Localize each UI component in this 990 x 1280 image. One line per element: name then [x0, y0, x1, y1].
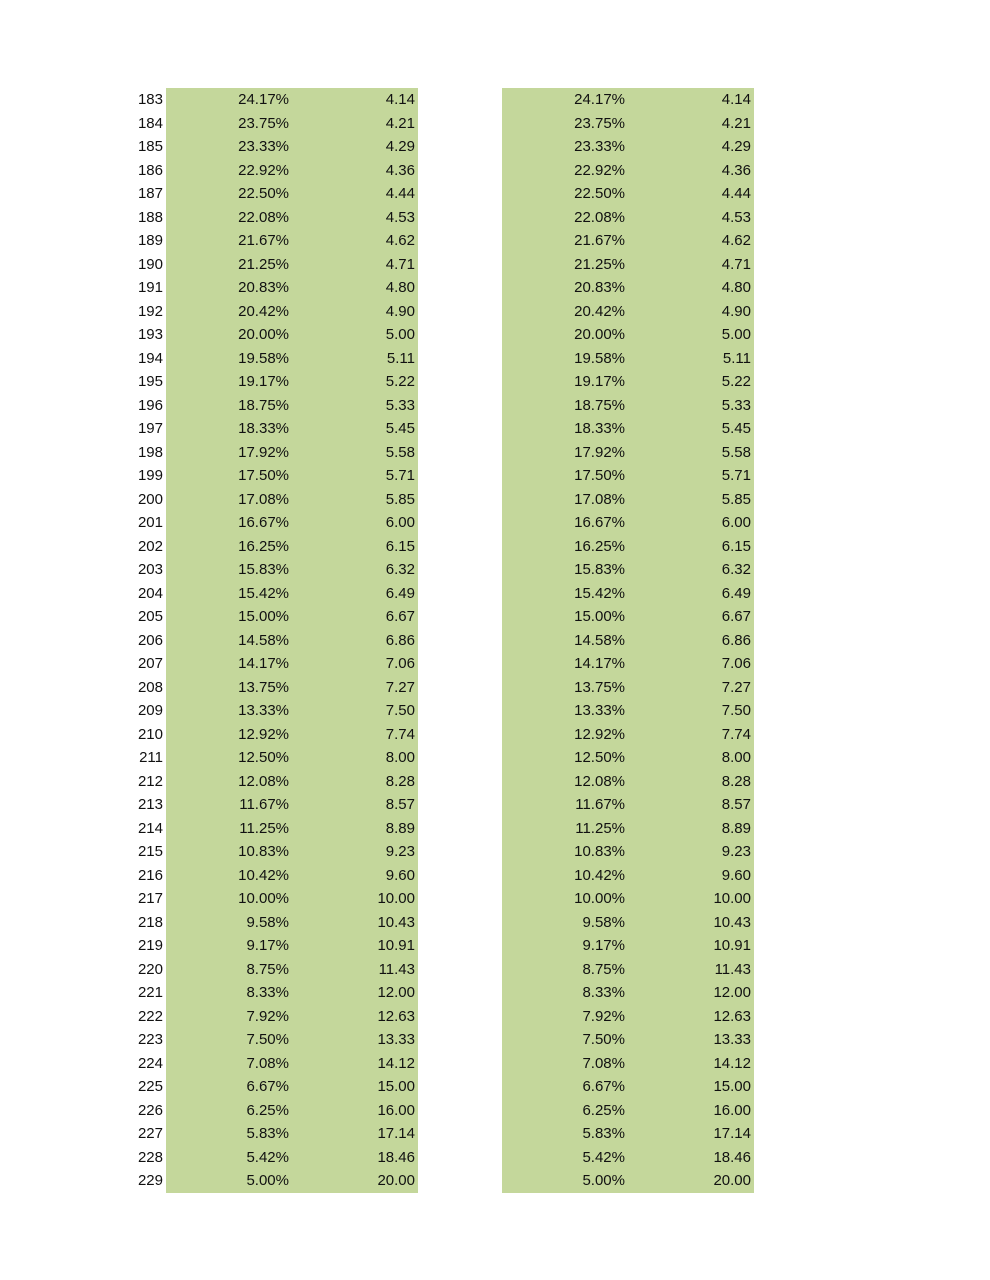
value-cell-left: 4.62: [385, 232, 415, 249]
percent-cell-left: 13.33%: [238, 702, 289, 719]
percent-cell-right: 6.67%: [582, 1078, 625, 1095]
value-cell-right: 20.00: [713, 1172, 751, 1189]
percent-cell-left: 7.50%: [246, 1031, 289, 1048]
percent-cell-left: 9.58%: [246, 913, 289, 931]
percent-cell-right: 12.92%: [574, 725, 625, 743]
table-row: [0, 793, 990, 817]
percent-cell-left: 13.75%: [238, 678, 289, 696]
percent-cell-left: 23.75%: [238, 114, 289, 132]
value-cell-right: 6.32: [721, 561, 751, 578]
value-cell-right: 8.00: [721, 749, 751, 766]
row-number: 217: [137, 890, 163, 907]
row-number: 220: [137, 960, 163, 978]
percent-cell-left: 20.42%: [238, 302, 289, 320]
value-cell-left: 14.12: [377, 1054, 415, 1072]
value-cell-left: 17.14: [377, 1125, 415, 1142]
row-number: 213: [137, 796, 163, 813]
table-row: [0, 817, 990, 841]
value-cell-right: 10.00: [713, 890, 751, 907]
value-cell-right: 14.12: [713, 1054, 751, 1072]
row-number: 198: [137, 443, 163, 461]
table-row: [0, 981, 990, 1005]
value-cell-right: 5.85: [721, 490, 751, 508]
value-cell-left: 12.00: [377, 984, 415, 1001]
row-number: 187: [137, 185, 163, 202]
value-cell-left: 5.85: [385, 490, 415, 508]
percent-cell-right: 14.58%: [574, 631, 625, 649]
table-row: [0, 135, 990, 159]
value-cell-left: 4.44: [385, 185, 415, 202]
row-number: 212: [137, 772, 163, 790]
value-cell-right: 11.43: [714, 960, 751, 978]
value-cell-left: 7.27: [385, 678, 415, 696]
percent-cell-right: 13.75%: [574, 678, 625, 696]
table-row: [0, 464, 990, 488]
row-number: 229: [137, 1172, 163, 1189]
percent-cell-left: 15.83%: [238, 561, 289, 578]
percent-cell-left: 18.33%: [238, 420, 289, 437]
value-cell-left: 9.23: [385, 843, 415, 860]
table-row: [0, 1005, 990, 1029]
percent-cell-right: 13.33%: [574, 702, 625, 719]
row-number: 221: [137, 984, 163, 1001]
percent-cell-right: 24.17%: [574, 91, 625, 108]
table-row: [0, 652, 990, 676]
value-cell-right: 8.57: [721, 796, 751, 813]
row-number: 185: [137, 138, 163, 155]
percent-cell-right: 6.25%: [582, 1101, 625, 1119]
row-number: 204: [137, 584, 163, 602]
value-cell-right: 4.80: [721, 279, 751, 296]
percent-cell-left: 21.67%: [238, 232, 289, 249]
percent-cell-right: 23.75%: [574, 114, 625, 132]
percent-cell-left: 22.92%: [238, 161, 289, 179]
table-row: [0, 840, 990, 864]
value-cell-left: 8.57: [385, 796, 415, 813]
value-cell-right: 13.33: [713, 1031, 751, 1048]
percent-cell-left: 22.50%: [238, 185, 289, 202]
value-cell-right: 5.22: [721, 373, 751, 390]
percent-cell-left: 16.67%: [238, 514, 289, 531]
table-row: [0, 229, 990, 253]
value-cell-right: 9.23: [721, 843, 751, 860]
value-cell-left: 12.63: [377, 1007, 415, 1025]
value-cell-right: 5.00: [721, 326, 751, 343]
row-number: 203: [137, 561, 163, 578]
percent-cell-right: 10.83%: [574, 843, 625, 860]
value-cell-right: 10.91: [713, 937, 751, 954]
table-row: [0, 206, 990, 230]
value-cell-left: 16.00: [377, 1101, 415, 1119]
table-row: [0, 582, 990, 606]
value-cell-left: 11.43: [378, 960, 415, 978]
table-row: [0, 276, 990, 300]
percent-cell-left: 15.00%: [238, 608, 289, 625]
value-cell-right: 4.71: [721, 255, 751, 273]
value-cell-right: 7.06: [721, 655, 751, 672]
value-cell-left: 5.33: [385, 396, 415, 414]
row-number: 216: [137, 866, 163, 884]
value-cell-left: 4.21: [385, 114, 415, 132]
percent-cell-right: 12.50%: [574, 749, 625, 766]
table-row: [0, 88, 990, 112]
percent-cell-right: 18.75%: [574, 396, 625, 414]
table-row: [0, 911, 990, 935]
row-number: 226: [137, 1101, 163, 1119]
percent-cell-right: 9.58%: [582, 913, 625, 931]
percent-cell-left: 12.08%: [238, 772, 289, 790]
percent-cell-left: 17.92%: [238, 443, 289, 461]
value-cell-right: 7.27: [721, 678, 751, 696]
row-number: 225: [137, 1078, 163, 1095]
percent-cell-left: 12.92%: [238, 725, 289, 743]
table-row: [0, 629, 990, 653]
value-cell-left: 8.89: [385, 819, 415, 837]
value-cell-left: 7.74: [385, 725, 415, 743]
value-cell-right: 7.74: [721, 725, 751, 743]
percent-cell-left: 8.33%: [246, 984, 289, 1001]
table-row: [0, 441, 990, 465]
percent-cell-left: 5.83%: [246, 1125, 289, 1142]
table-row: [0, 934, 990, 958]
percent-cell-right: 17.50%: [574, 467, 625, 484]
row-number: 208: [137, 678, 163, 696]
value-cell-left: 6.67: [385, 608, 415, 625]
value-cell-right: 15.00: [713, 1078, 751, 1095]
percent-cell-right: 14.17%: [574, 655, 625, 672]
percent-cell-right: 9.17%: [582, 937, 625, 954]
row-number: 192: [137, 302, 163, 320]
value-cell-right: 4.90: [721, 302, 751, 320]
table-row: [0, 864, 990, 888]
percent-cell-left: 10.00%: [238, 890, 289, 907]
row-number: 186: [137, 161, 163, 179]
table-row: [0, 770, 990, 794]
value-cell-left: 6.86: [385, 631, 415, 649]
value-cell-right: 10.43: [713, 913, 751, 931]
table-row: [0, 535, 990, 559]
row-number: 205: [137, 608, 163, 625]
value-cell-left: 8.28: [385, 772, 415, 790]
table-row: [0, 723, 990, 747]
percent-cell-left: 11.25%: [239, 819, 289, 837]
value-cell-right: 17.14: [713, 1125, 751, 1142]
row-number: 228: [137, 1148, 163, 1166]
value-cell-left: 18.46: [377, 1148, 415, 1166]
value-cell-right: 6.49: [721, 584, 751, 602]
value-cell-left: 4.53: [385, 208, 415, 226]
percent-cell-right: 21.67%: [574, 232, 625, 249]
percent-cell-left: 14.17%: [238, 655, 289, 672]
value-cell-right: 18.46: [713, 1148, 751, 1166]
percent-cell-right: 15.00%: [574, 608, 625, 625]
row-number: 190: [137, 255, 163, 273]
value-cell-left: 10.91: [377, 937, 415, 954]
percent-cell-right: 17.08%: [574, 490, 625, 508]
percent-cell-right: 23.33%: [574, 138, 625, 155]
table-row: [0, 558, 990, 582]
value-cell-left: 6.00: [385, 514, 415, 531]
percent-cell-right: 7.50%: [582, 1031, 625, 1048]
value-cell-right: 6.86: [721, 631, 751, 649]
spreadsheet-table: [0, 88, 990, 1193]
percent-cell-left: 12.50%: [238, 749, 289, 766]
row-number: 227: [137, 1125, 163, 1142]
percent-cell-left: 19.58%: [238, 349, 289, 367]
row-number: 206: [137, 631, 163, 649]
percent-cell-left: 15.42%: [238, 584, 289, 602]
value-cell-left: 5.71: [385, 467, 415, 484]
value-cell-right: 4.36: [721, 161, 751, 179]
percent-cell-left: 18.75%: [238, 396, 289, 414]
percent-cell-right: 7.08%: [582, 1054, 625, 1072]
percent-cell-right: 20.83%: [574, 279, 625, 296]
table-row: [0, 1099, 990, 1123]
value-cell-left: 15.00: [377, 1078, 415, 1095]
percent-cell-right: 10.00%: [574, 890, 625, 907]
percent-cell-right: 15.83%: [574, 561, 625, 578]
table-row: [0, 887, 990, 911]
row-number: 188: [137, 208, 163, 226]
row-number: 191: [137, 279, 163, 296]
row-number: 224: [137, 1054, 163, 1072]
value-cell-right: 12.63: [713, 1007, 751, 1025]
value-cell-right: 4.44: [721, 185, 751, 202]
value-cell-left: 6.15: [385, 537, 415, 555]
percent-cell-right: 16.25%: [574, 537, 625, 555]
percent-cell-left: 6.67%: [246, 1078, 289, 1095]
percent-cell-left: 14.58%: [238, 631, 289, 649]
table-row: [0, 417, 990, 441]
table-row: [0, 394, 990, 418]
row-number: 219: [137, 937, 163, 954]
percent-cell-left: 11.67%: [239, 796, 289, 813]
table-row: [0, 676, 990, 700]
percent-cell-right: 20.42%: [574, 302, 625, 320]
table-row: [0, 300, 990, 324]
percent-cell-left: 8.75%: [246, 960, 289, 978]
value-cell-left: 5.22: [385, 373, 415, 390]
value-cell-left: 4.90: [385, 302, 415, 320]
percent-cell-left: 5.00%: [246, 1172, 289, 1189]
value-cell-left: 20.00: [377, 1172, 415, 1189]
table-row: [0, 1028, 990, 1052]
value-cell-right: 8.89: [721, 819, 751, 837]
value-cell-left: 6.49: [385, 584, 415, 602]
table-row: [0, 253, 990, 277]
row-number: 207: [137, 655, 163, 672]
percent-cell-right: 10.42%: [574, 866, 625, 884]
table-row: [0, 746, 990, 770]
percent-cell-right: 22.50%: [574, 185, 625, 202]
table-row: [0, 1075, 990, 1099]
percent-cell-right: 7.92%: [582, 1007, 625, 1025]
value-cell-left: 10.00: [377, 890, 415, 907]
value-cell-left: 10.43: [377, 913, 415, 931]
percent-cell-right: 5.42%: [582, 1148, 625, 1166]
table-row: [0, 958, 990, 982]
percent-cell-left: 20.83%: [238, 279, 289, 296]
table-row: [0, 347, 990, 371]
percent-cell-left: 10.42%: [238, 866, 289, 884]
percent-cell-left: 7.92%: [246, 1007, 289, 1025]
table-row: [0, 112, 990, 136]
percent-cell-left: 23.33%: [238, 138, 289, 155]
percent-cell-right: 22.92%: [574, 161, 625, 179]
value-cell-right: 5.11: [722, 349, 751, 367]
value-cell-right: 4.29: [721, 138, 751, 155]
row-number: 194: [137, 349, 163, 367]
percent-cell-left: 21.25%: [238, 255, 289, 273]
value-cell-left: 4.71: [385, 255, 415, 273]
percent-cell-left: 7.08%: [246, 1054, 289, 1072]
percent-cell-left: 9.17%: [246, 937, 289, 954]
row-number: 183: [137, 91, 163, 108]
percent-cell-left: 20.00%: [238, 326, 289, 343]
value-cell-left: 4.80: [385, 279, 415, 296]
row-number: 223: [137, 1031, 163, 1048]
table-row: [0, 159, 990, 183]
value-cell-right: 5.45: [721, 420, 751, 437]
percent-cell-right: 8.33%: [582, 984, 625, 1001]
value-cell-right: 4.14: [721, 91, 751, 108]
percent-cell-right: 22.08%: [574, 208, 625, 226]
table-row: [0, 605, 990, 629]
value-cell-right: 6.00: [721, 514, 751, 531]
row-number: 211: [139, 749, 163, 766]
percent-cell-left: 10.83%: [238, 843, 289, 860]
percent-cell-right: 5.00%: [582, 1172, 625, 1189]
value-cell-left: 8.00: [385, 749, 415, 766]
percent-cell-left: 24.17%: [238, 91, 289, 108]
value-cell-right: 8.28: [721, 772, 751, 790]
value-cell-right: 5.71: [721, 467, 751, 484]
table-row: [0, 488, 990, 512]
percent-cell-right: 5.83%: [582, 1125, 625, 1142]
value-cell-left: 5.58: [385, 443, 415, 461]
table-row: [0, 1146, 990, 1170]
value-cell-left: 13.33: [377, 1031, 415, 1048]
value-cell-left: 4.14: [385, 91, 415, 108]
value-cell-left: 9.60: [385, 866, 415, 884]
row-number: 218: [137, 913, 163, 931]
row-number: 222: [137, 1007, 163, 1025]
percent-cell-left: 17.08%: [238, 490, 289, 508]
percent-cell-left: 16.25%: [238, 537, 289, 555]
percent-cell-left: 6.25%: [246, 1101, 289, 1119]
percent-cell-left: 17.50%: [238, 467, 289, 484]
value-cell-right: 5.58: [721, 443, 751, 461]
percent-cell-right: 21.25%: [574, 255, 625, 273]
percent-cell-right: 12.08%: [574, 772, 625, 790]
table-row: [0, 1052, 990, 1076]
row-number: 202: [137, 537, 163, 555]
percent-cell-right: 18.33%: [574, 420, 625, 437]
value-cell-right: 5.33: [721, 396, 751, 414]
value-cell-right: 9.60: [721, 866, 751, 884]
value-cell-right: 4.62: [721, 232, 751, 249]
table-row: [0, 323, 990, 347]
row-number: 184: [137, 114, 163, 132]
row-number: 195: [137, 373, 163, 390]
value-cell-right: 4.21: [721, 114, 751, 132]
row-number: 199: [137, 467, 163, 484]
row-number: 189: [137, 232, 163, 249]
percent-cell-right: 20.00%: [574, 326, 625, 343]
percent-cell-right: 15.42%: [574, 584, 625, 602]
value-cell-left: 5.11: [386, 349, 415, 367]
row-number: 193: [137, 326, 163, 343]
value-cell-left: 7.06: [385, 655, 415, 672]
percent-cell-left: 5.42%: [246, 1148, 289, 1166]
table-row: [0, 511, 990, 535]
value-cell-left: 5.00: [385, 326, 415, 343]
percent-cell-right: 17.92%: [574, 443, 625, 461]
value-cell-right: 12.00: [713, 984, 751, 1001]
value-cell-right: 16.00: [713, 1101, 751, 1119]
table-row: [0, 699, 990, 723]
row-number: 197: [137, 420, 163, 437]
value-cell-right: 4.53: [721, 208, 751, 226]
value-cell-left: 7.50: [385, 702, 415, 719]
percent-cell-right: 11.67%: [575, 796, 625, 813]
value-cell-left: 6.32: [385, 561, 415, 578]
value-cell-left: 4.36: [385, 161, 415, 179]
row-number: 201: [137, 514, 163, 531]
row-number: 210: [137, 725, 163, 743]
row-number: 209: [137, 702, 163, 719]
row-number: 200: [137, 490, 163, 508]
row-number: 214: [137, 819, 163, 837]
value-cell-right: 6.15: [721, 537, 751, 555]
value-cell-right: 6.67: [721, 608, 751, 625]
table-row: [0, 182, 990, 206]
value-cell-right: 7.50: [721, 702, 751, 719]
percent-cell-right: 11.25%: [575, 819, 625, 837]
percent-cell-right: 16.67%: [574, 514, 625, 531]
percent-cell-left: 22.08%: [238, 208, 289, 226]
value-cell-left: 4.29: [385, 138, 415, 155]
percent-cell-right: 19.58%: [574, 349, 625, 367]
table-row: [0, 1122, 990, 1146]
percent-cell-right: 8.75%: [582, 960, 625, 978]
value-cell-left: 5.45: [385, 420, 415, 437]
row-number: 215: [137, 843, 163, 860]
percent-cell-left: 19.17%: [238, 373, 289, 390]
row-number: 196: [137, 396, 163, 414]
percent-cell-right: 19.17%: [574, 373, 625, 390]
table-row: [0, 370, 990, 394]
table-row: [0, 1169, 990, 1193]
